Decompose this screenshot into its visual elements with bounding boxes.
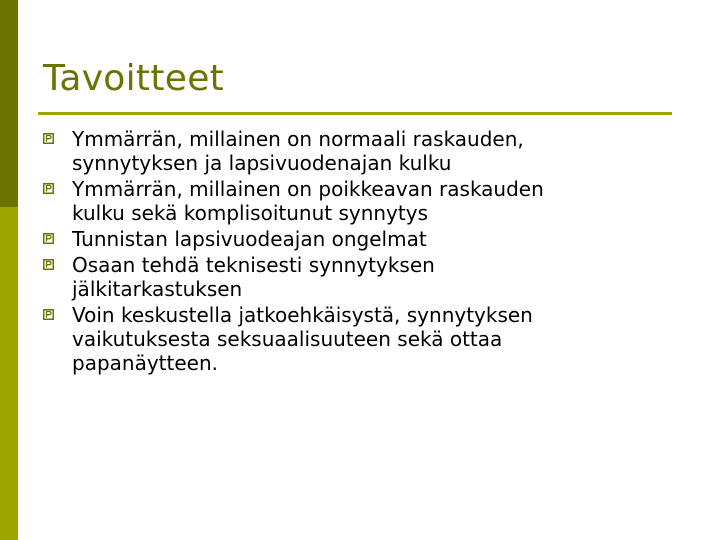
slide-title: Tavoitteet — [43, 58, 225, 99]
list-item — [43, 177, 663, 225]
bullet-line: Voin keskustella jatkoehkäisystä, synnytyksen — [72, 303, 533, 327]
bullet-line: vaikutuksesta seksuaalisuuteen sekä ottaa — [72, 327, 503, 351]
square-p-icon — [43, 133, 54, 144]
bullet-line: kulku sekä komplisoitunut synnytys — [72, 201, 428, 225]
list-item — [43, 303, 663, 375]
sidebar-accent-light — [0, 207, 18, 540]
bullet-line: jälkitarkastuksen — [72, 277, 243, 301]
bullet-line: Osaan tehdä teknisesti synnytyksen — [72, 253, 435, 277]
bullet-line: Ymmärrän, millainen on normaali raskauden, — [72, 127, 524, 151]
sidebar-accent-dark — [0, 0, 18, 207]
title-underline — [38, 112, 672, 115]
list-item — [43, 227, 663, 251]
square-p-icon — [43, 183, 54, 194]
list-item — [43, 253, 663, 301]
bullet-line: Ymmärrän, millainen on poikkeavan raskauden — [72, 177, 544, 201]
square-p-icon — [43, 233, 54, 244]
bullet-list — [43, 127, 663, 377]
square-p-icon — [43, 309, 54, 320]
bullet-line: Tunnistan lapsivuodeajan ongelmat — [72, 227, 427, 251]
square-p-icon — [43, 259, 54, 270]
bullet-line: papanäytteen. — [72, 351, 218, 375]
list-item — [43, 127, 663, 175]
bullet-line: synnytyksen ja lapsivuodenajan kulku — [72, 151, 452, 175]
